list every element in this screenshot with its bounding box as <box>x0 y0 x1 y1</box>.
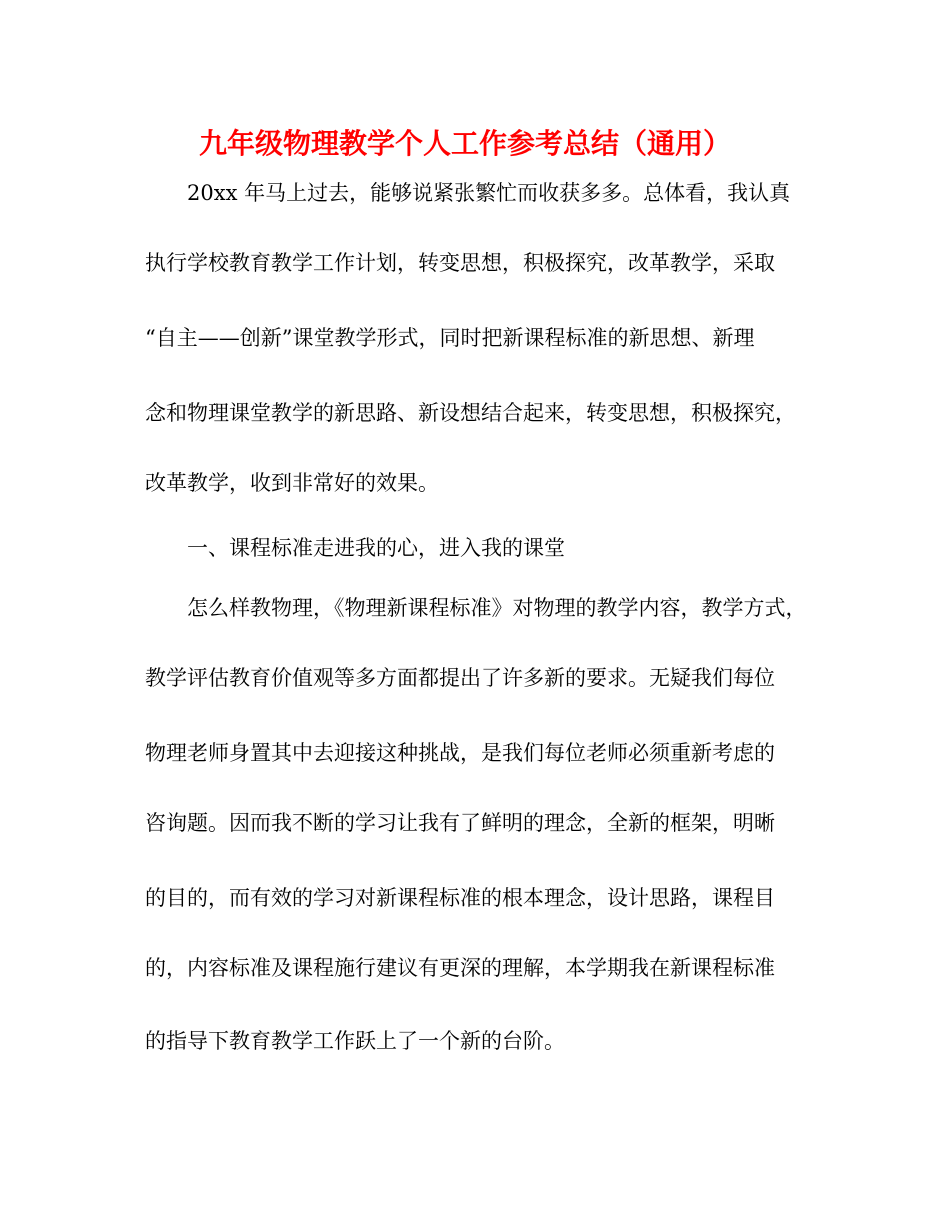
paragraph-1-line-1: 20xx 年马上过去，能够说紧张繁忙而收获多多。总体看，我认真 <box>187 181 791 205</box>
paragraph-2-line-7: 的指导下教育教学工作跃上了一个新的台阶。 <box>145 1029 565 1053</box>
paragraph-2-line-3: 物理老师身置其中去迎接这种挑战，是我们每位老师必须重新考虑的 <box>145 741 775 765</box>
paragraph-2-line-4: 咨询题。因而我不断的学习让我有了鲜明的理念，全新的框架，明晰 <box>145 811 775 835</box>
paragraph-1-line-2: 执行学校教育教学工作计划，转变思想，积极探究，改革教学，采取 <box>145 251 775 275</box>
paragraph-1-line-4: 念和物理课堂教学的新思路、新设想结合起来，转变思想，积极探究， <box>145 401 796 425</box>
paragraph-1-line-3: “自主——创新”课堂教学形式，同时把新课程标准的新思想、新理 <box>145 326 755 350</box>
paragraph-2-line-2: 教学评估教育价值观等多方面都提出了许多新的要求。无疑我们每位 <box>145 666 775 690</box>
paragraph-1-line-5: 改革教学，收到非常好的效果。 <box>145 471 439 495</box>
paragraph-2-line-5: 的目的，而有效的学习对新课程标准的根本理念，设计思路，课程目 <box>145 886 775 910</box>
section-heading-1: 一、课程标准走进我的心，进入我的课堂 <box>187 536 565 560</box>
paragraph-2-line-6: 的，内容标准及课程施行建议有更深的理解，本学期我在新课程标准 <box>145 956 775 980</box>
document-title: 九年级物理教学个人工作参考总结（通用） <box>198 127 731 160</box>
paragraph-2-line-1: 怎么样教物理，《物理新课程标准》对物理的教学内容，教学方式， <box>187 596 807 620</box>
